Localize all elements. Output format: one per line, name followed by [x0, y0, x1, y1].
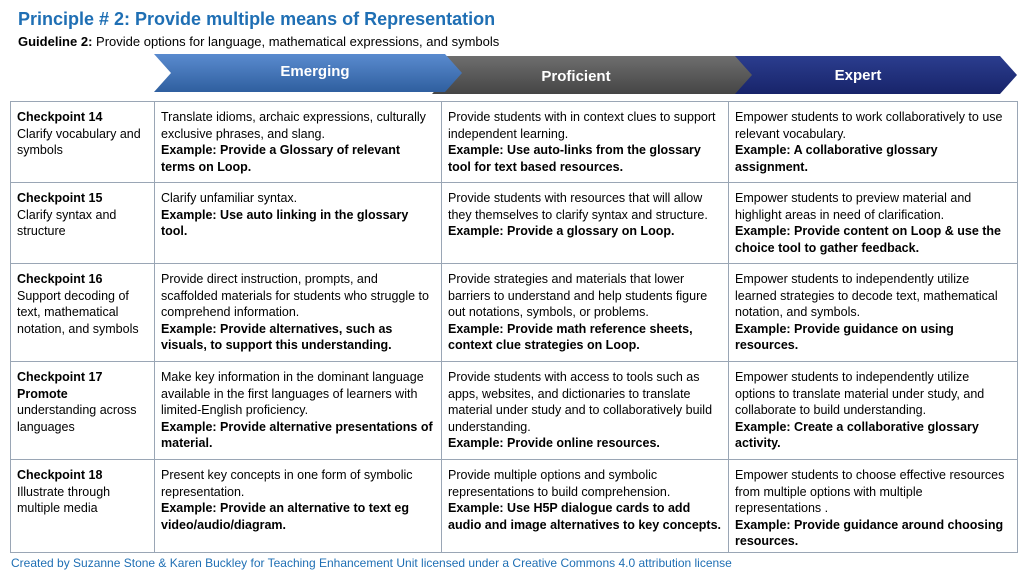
cell-example: Example: Provide an alternative to text eg video/audio/diagram.	[161, 501, 409, 532]
cell-text: Provide strategies and materials that lower barriers to understand and help students figure out notations, symbols, or problems.	[448, 272, 708, 320]
level-emerging-label: Emerging	[280, 63, 350, 80]
cell-text: Provide students with resources that will allow they themselves to clarify syntax and structure.	[448, 191, 708, 222]
cell-example: Example: Provide a glossary on Loop.	[448, 224, 675, 239]
cell-example: Example: Provide content on Loop & use the choice tool to gather feedback.	[735, 224, 1002, 255]
table-row	[11, 102, 1018, 183]
proficient-cell	[442, 362, 729, 460]
checkpoint-desc: understanding across languages	[17, 403, 137, 434]
emerging-cell	[155, 264, 442, 362]
table-row	[11, 183, 1018, 264]
cell-example: Example: Create a collaborative glossary activity.	[735, 419, 979, 451]
proficient-cell	[442, 264, 729, 362]
cell-text: Present key concepts in one form of symbolic representation.	[161, 468, 413, 499]
cell-text: Provide students with in context clues to support independent learning.	[448, 110, 716, 141]
checkpoint-desc: Clarify vocabulary and symbols	[17, 126, 141, 158]
checkpoint-cell	[11, 264, 155, 362]
cell-text: Empower students to independently utilize options to translate material under study, and collaborate to build understanding.	[735, 370, 985, 418]
checkpoint-table	[10, 101, 1018, 553]
checkpoint-cell	[11, 183, 155, 264]
cell-text: Provide direct instruction, prompts, and scaffolded materials for students who struggle to comprehend information.	[161, 272, 429, 320]
checkpoint-title: Checkpoint 17	[17, 370, 103, 384]
cell-example: Example: Use H5P dialogue cards to add audio and image alternatives to key concepts.	[448, 501, 722, 532]
cell-example: Example: Provide online resources.	[448, 436, 660, 451]
cell-text: Provide students with access to tools such as apps, websites, and dictionaries to translate material under study and to collaboratively build understanding.	[448, 370, 713, 434]
proficient-cell	[442, 102, 729, 183]
cell-example: Example: Provide guidance on using resources.	[735, 321, 954, 353]
cell-text: Make key information in the dominant language available in the first languages of learners with limited-English proficiency.	[161, 370, 424, 418]
cell-example: Example: Use auto-links from the glossary tool for text based resources.	[448, 143, 701, 174]
expert-cell	[729, 102, 1018, 183]
cell-example: Example: Use auto linking in the glossary tool.	[161, 207, 409, 239]
cell-text: Provide multiple options and symbolic representations to build comprehension.	[448, 468, 671, 499]
checkpoint-title: Checkpoint 14	[17, 110, 103, 124]
cell-text: Empower students to work collaboratively to use relevant vocabulary.	[735, 110, 1003, 141]
expert-cell	[729, 183, 1018, 264]
checkpoint-title: Checkpoint 16	[17, 272, 103, 286]
cell-example: Example: Provide a Glossary of relevant terms on Loop.	[161, 143, 400, 174]
cell-text: Translate idioms, archaic expressions, culturally exclusive phrases, and slang.	[161, 110, 426, 141]
cell-example: Example: Provide alternatives, such as visuals, to support this understanding.	[161, 321, 393, 353]
cell-example: Example: A collaborative glossary assignment.	[735, 143, 938, 174]
table-row	[11, 264, 1018, 362]
checkpoint-title-2: Promote	[17, 386, 68, 401]
checkpoint-cell	[11, 102, 155, 183]
expert-cell	[729, 460, 1018, 553]
level-chevrons	[0, 0, 1024, 100]
checkpoint-desc: Clarify syntax and structure	[17, 207, 117, 239]
checkpoint-desc: Support decoding of text, mathematical notation, and symbols	[17, 288, 139, 336]
cell-example: Example: Provide math reference sheets, context clue strategies on Loop.	[448, 321, 693, 353]
table-row	[11, 362, 1018, 460]
cell-text: Clarify unfamiliar syntax.	[161, 191, 298, 205]
checkpoint-cell	[11, 362, 155, 460]
emerging-cell	[155, 183, 442, 264]
cell-example: Example: Provide alternative presentations of material.	[161, 419, 433, 451]
guideline-label: Guideline 2:	[18, 34, 93, 49]
checkpoint-desc: Illustrate through multiple media	[17, 484, 111, 516]
cell-example: Example: Provide guidance around choosing resources.	[735, 517, 1004, 549]
checkpoint-title: Checkpoint 15	[17, 191, 103, 205]
guideline-text: Provide options for language, mathematical expressions, and symbols	[96, 34, 500, 49]
expert-cell	[729, 362, 1018, 460]
expert-cell	[729, 264, 1018, 362]
emerging-cell	[155, 102, 442, 183]
level-expert-label: Expert	[834, 67, 882, 84]
proficient-cell	[442, 460, 729, 553]
footer-credit: Created by Suzanne Stone & Karen Buckley for Teaching Enhancement Unit licensed under a Creative Commons 4.0 attribution license	[11, 556, 732, 570]
table-row	[11, 460, 1018, 553]
emerging-cell	[155, 460, 442, 553]
emerging-cell	[155, 362, 442, 460]
cell-text: Empower students to choose effective resources from multiple options with multiple representations .	[735, 468, 1005, 516]
checkpoint-title: Checkpoint 18	[17, 468, 103, 482]
checkpoint-cell	[11, 460, 155, 553]
cell-text: Empower students to preview material and highlight areas in need of clarification.	[735, 191, 972, 222]
cell-text: Empower students to independently utilize learned strategies to decode text, mathematical notation, and symbols.	[735, 272, 998, 320]
proficient-cell	[442, 183, 729, 264]
page-title: Principle # 2: Provide multiple means of Representation	[18, 9, 496, 29]
level-proficient-label: Proficient	[541, 68, 611, 85]
